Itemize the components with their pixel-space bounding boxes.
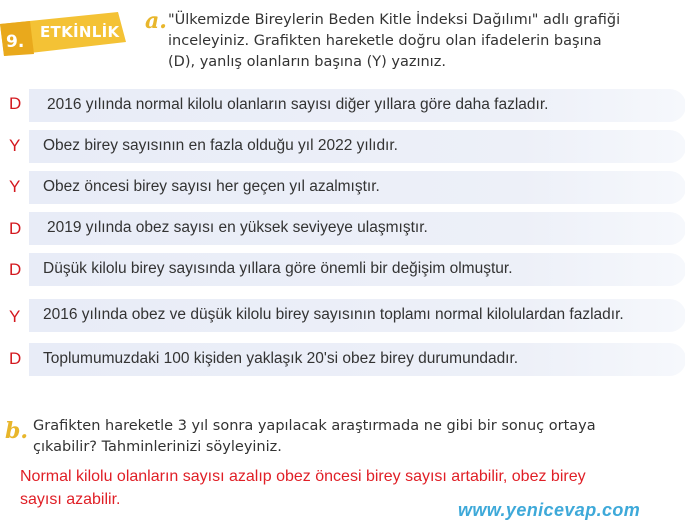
part-b-marker: b.: [5, 418, 29, 444]
answer-mark: Y: [9, 177, 21, 196]
site-watermark: www.yenicevap.com: [458, 500, 641, 520]
statement-row: [29, 130, 685, 163]
statement-text: 2016 yılında normal kilolu olanların sayısı diğer yıllara göre daha fazladır.: [47, 96, 549, 113]
statement-row: [29, 343, 685, 376]
instruction-line: "Ülkemizde Bireylerin Beden Kitle İndeksi Dağılımı" adlı grafiği: [168, 12, 621, 28]
statement-text: Düşük kilolu birey sayısında yıllara göre önemli bir değişim olmuştur.: [43, 260, 513, 277]
answer-mark: Y: [9, 307, 21, 326]
answer-mark: D: [9, 349, 22, 368]
statement-text: Toplumumuzdaki 100 kişiden yaklaşık 20'si obez birey durumundadır.: [43, 350, 519, 367]
statement-text: 2019 yılında obez sayısı en yüksek seviyeye ulaşmıştır.: [47, 219, 428, 236]
activity-number: 9.: [6, 32, 25, 52]
answer-mark: D: [9, 94, 22, 113]
statement-row: [29, 253, 685, 286]
activity-badge: [0, 6, 128, 56]
part-a-instructions: [168, 10, 678, 73]
statement-row: [29, 171, 685, 204]
answer-mark: D: [9, 219, 22, 238]
statement-text: 2016 yılında obez ve düşük kilolu birey sayısının toplamı normal kilolulardan fazladır.: [43, 306, 624, 323]
question-line: Grafikten hareketle 3 yıl sonra yapılacak araştırmada ne gibi bir sonuç ortaya: [33, 418, 596, 434]
answer-line: sayısı azabilir.: [20, 491, 121, 508]
statement-row: [29, 299, 685, 332]
statement-row: [29, 212, 685, 245]
answer-mark: D: [9, 260, 22, 279]
statement-text: Obez öncesi birey sayısı her geçen yıl azalmıştır.: [43, 178, 380, 195]
part-a-marker: a.: [145, 8, 167, 34]
instruction-line: inceleyiniz. Grafikten hareketle doğru olan ifadelerin başına: [168, 33, 602, 49]
question-line: çıkabilir? Tahminlerinizi söyleyiniz.: [33, 439, 282, 455]
activity-label: ETKİNLİK: [40, 23, 120, 41]
part-b-question: [33, 416, 678, 458]
instruction-line: (D), yanlış olanların başına (Y) yazınız.: [168, 54, 446, 70]
answer-mark: Y: [9, 136, 21, 155]
statement-text: Obez birey sayısının en fazla olduğu yıl 2022 yılıdır.: [43, 137, 398, 154]
answer-line: Normal kilolu olanların sayısı azalıp obez öncesi birey sayısı artabilir, obez birey: [20, 468, 586, 485]
statement-row: [29, 89, 685, 122]
